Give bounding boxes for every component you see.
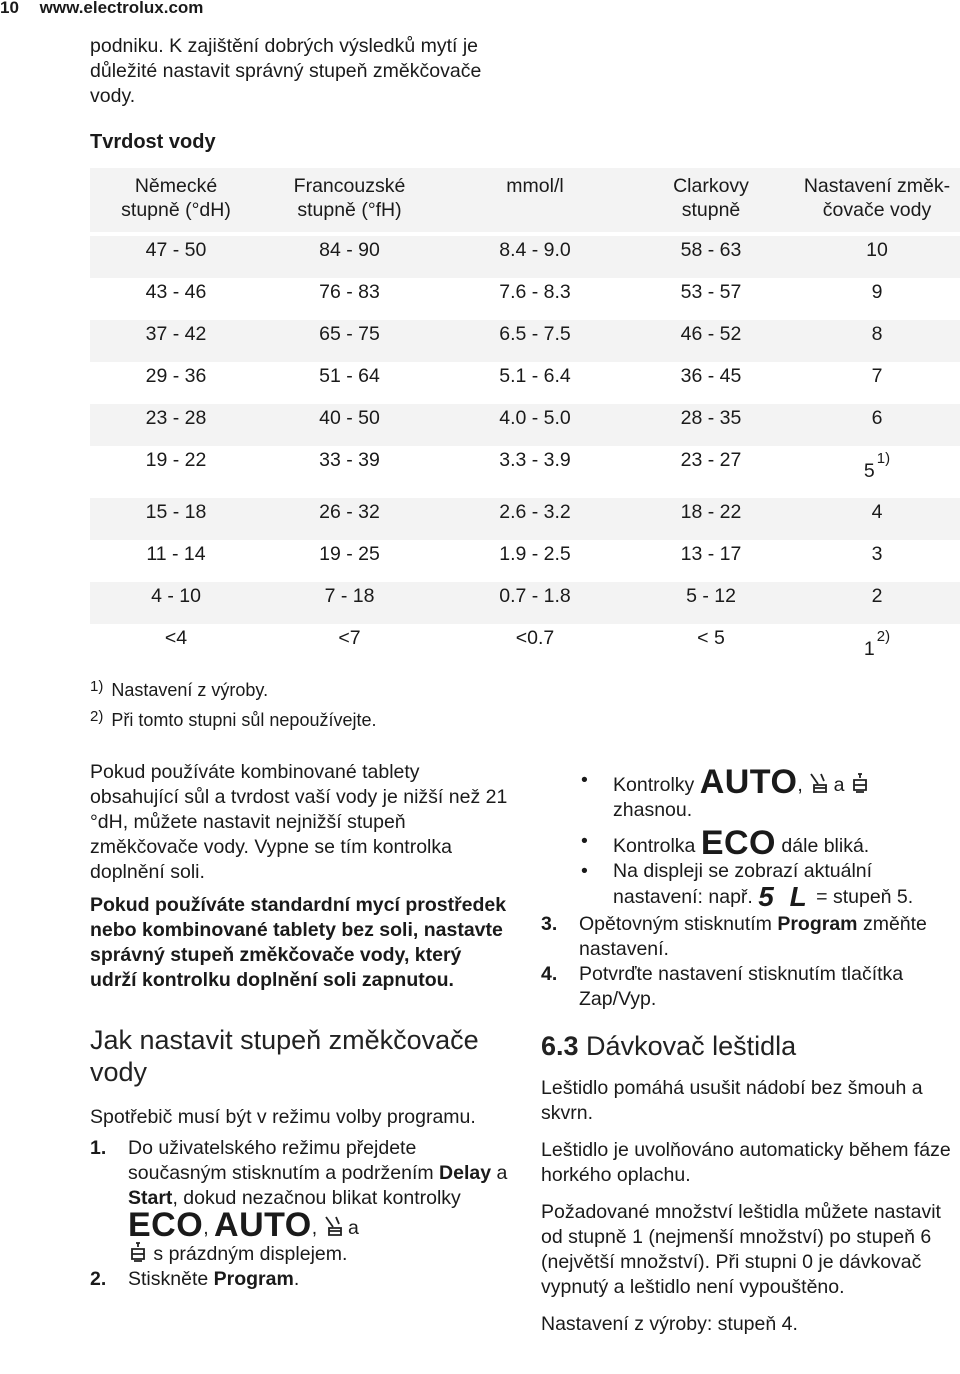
table-row <box>90 540 960 582</box>
table-cell: 84 - 90 <box>319 239 380 261</box>
eco-indicator-icon: ECO <box>700 824 776 862</box>
step-number: 4. <box>541 963 558 985</box>
step-text: a <box>491 1162 508 1184</box>
rinse-aid-paragraph-4: Nastavení z výroby: stupeň 4. <box>541 1313 798 1335</box>
step-2 <box>90 1267 510 1292</box>
step-1 <box>90 1136 510 1267</box>
table-cell: 4.0 - 5.0 <box>499 407 571 429</box>
intro-paragraph: podniku. K zajištění dobrých výsledků mytí je důležité nastavit správný stupeň změkčovače vody. <box>90 35 482 107</box>
step-text: , dokud nezačnou blikat kontrolky <box>172 1187 461 1209</box>
table-cell: 1.9 - 2.5 <box>499 543 571 565</box>
cell-value: 5 <box>863 460 875 482</box>
table-cell: 7 - 18 <box>324 585 375 607</box>
intro-text <box>90 34 510 109</box>
table-cell: 19 - 25 <box>319 543 380 565</box>
step-4 <box>541 962 960 1012</box>
rinse-aid-heading <box>541 1030 960 1062</box>
rinse-aid-paragraph-2: Leštidlo je uvolňováno automaticky během fáze horkého oplachu. <box>541 1139 951 1186</box>
step-number: 3. <box>541 913 558 935</box>
site-url: www.electrolux.com <box>39 0 204 17</box>
section-number: 6.3 <box>541 1031 579 1061</box>
footnote-text: Nastavení z výroby. <box>111 680 269 700</box>
table-cell: 3 <box>871 543 883 565</box>
table-cell: 3.3 - 3.9 <box>499 449 571 471</box>
table-cell: 7.6 - 8.3 <box>499 281 571 303</box>
table-cell: 4 - 10 <box>151 585 201 607</box>
table-cell: 2.6 - 3.2 <box>499 501 571 523</box>
combi-tablets-paragraph: Pokud používáte kombinované tablety obsahující sůl a tvrdost vaší vody je nižší než 21 °dH, můžete nastavit nejnižší stupeň změkčovače vody. Vypne se tím kontrolka doplnění soli. <box>90 761 508 883</box>
table-cell: <7 <box>338 627 361 649</box>
table-cell: 28 - 35 <box>680 407 742 429</box>
table-cell: 46 - 52 <box>680 323 742 345</box>
table-cell: 5 - 12 <box>686 585 736 607</box>
table-cell: 26 - 32 <box>319 501 380 523</box>
bullet-text: = stupeň 5. <box>810 886 914 908</box>
program-label: Program <box>777 913 858 935</box>
standard-detergent-paragraph: Pokud používáte standardní mycí prostředek nebo kombinované tablety bez soli, nastavte správný stupeň změkčovače vody, který udrží kontrolku doplnění soli zapnutou. <box>90 894 507 991</box>
start-label: Start <box>128 1187 173 1209</box>
bullet-3 <box>541 859 960 910</box>
table-cell <box>797 448 957 482</box>
table-row <box>90 446 960 498</box>
table-cell: 13 - 17 <box>680 543 742 565</box>
header-cell: Clarkovy stupně <box>673 175 749 221</box>
bullet-2 <box>541 824 960 862</box>
table-row <box>90 582 960 624</box>
step-text: Stiskněte <box>128 1268 214 1290</box>
table-row <box>90 236 960 278</box>
table-cell: 6.5 - 7.5 <box>499 323 571 345</box>
bullet-1 <box>541 763 960 823</box>
display-readout: 5 L <box>758 881 811 912</box>
step-text: Opětovným stisknutím <box>579 913 778 935</box>
bullet-text: zhasnou. <box>613 799 693 821</box>
footnote-ref: 1) <box>876 450 891 467</box>
table-cell: 18 - 22 <box>680 501 742 523</box>
page-header <box>0 0 203 18</box>
table-cell: 53 - 57 <box>680 281 742 303</box>
table-cell: 5.1 - 6.4 <box>499 365 571 387</box>
bullet-dot: • <box>581 860 588 882</box>
bullet-text: , <box>797 774 803 796</box>
steps-list <box>90 1136 510 1292</box>
table-row <box>90 404 960 446</box>
auto-indicator-icon: AUTO <box>214 1206 312 1244</box>
step-text: a <box>342 1217 359 1239</box>
table-cell: 40 - 50 <box>319 407 380 429</box>
table-cell: 36 - 45 <box>680 365 742 387</box>
table-cell: 7 <box>871 365 883 387</box>
footnote-text: Při tomto stupni sůl nepoužívejte. <box>111 710 377 730</box>
bullet-text: a <box>828 774 850 796</box>
step-text: s prázdným displejem. <box>148 1243 348 1265</box>
salt-indicator-icon <box>128 1241 148 1263</box>
table-cell: 23 - 27 <box>680 449 742 471</box>
bullet-text: dále bliká. <box>776 835 870 857</box>
mode-paragraph: Spotřebič musí být v režimu volby programu. <box>90 1106 476 1128</box>
program-label: Program <box>213 1268 294 1290</box>
step-text: . <box>293 1268 300 1290</box>
table-row <box>90 278 960 320</box>
salt-indicator-icon <box>850 772 870 794</box>
table-cell: 11 - 14 <box>146 543 206 565</box>
step-text: Do uživatelského režimu přejdete současným stisknutím a podržením <box>128 1137 440 1184</box>
right-column <box>541 763 960 1337</box>
table-cell <box>797 626 957 660</box>
indicator-bullets <box>541 763 960 912</box>
table-cell: 19 - 22 <box>145 449 207 471</box>
rinse-aid-paragraph-1: Leštidlo pomáhá usušit nádobí bez šmouh a skvrn. <box>541 1077 923 1124</box>
multitab-icon <box>808 772 828 794</box>
steps-list-2 <box>541 912 960 1012</box>
table-cell: 43 - 46 <box>145 281 207 303</box>
step-text: , <box>311 1217 323 1239</box>
table-cell: 8 <box>871 323 883 345</box>
cell-value: 1 <box>863 638 875 660</box>
page-number: 10 <box>0 0 19 17</box>
section-title: Dávkovač leštidla <box>578 1031 797 1061</box>
how-to-set-heading: Jak nastavit stupeň změkčovače vody <box>90 1025 479 1087</box>
table-row <box>90 498 960 540</box>
step-number: 1. <box>90 1137 107 1159</box>
table-cell: 10 <box>866 239 888 261</box>
footnote-mark: 2) <box>90 708 104 725</box>
table-cell: 37 - 42 <box>145 323 207 345</box>
table-row <box>90 362 960 404</box>
table-cell: 0.7 - 1.8 <box>499 585 571 607</box>
table-cell: <4 <box>164 627 188 649</box>
water-hardness-title: Tvrdost vody <box>90 131 216 153</box>
table-cell: 29 - 36 <box>145 365 207 387</box>
table-header <box>90 168 960 232</box>
table-cell: 4 <box>871 501 883 523</box>
table-cell: 6 <box>871 407 883 429</box>
bullet-text: Kontrolka <box>613 835 701 857</box>
table-cell: 23 - 28 <box>145 407 207 429</box>
footnote-mark: 1) <box>90 678 104 695</box>
multitab-icon <box>323 1215 343 1237</box>
step-3 <box>541 912 960 962</box>
left-column <box>90 760 510 1292</box>
table-cell: 51 - 64 <box>319 365 380 387</box>
footnote-2 <box>90 710 376 731</box>
rinse-aid-paragraph-3: Požadované množství leštidla můžete nastavit od stupně 1 (nejmenší množství) po stupeň 6 (největší množství). Při stupni 0 je dávkovač vypnutý a leštidlo není vypouštěno. <box>541 1201 941 1298</box>
delay-label: Delay <box>439 1162 492 1184</box>
header-cell: Německé stupně (°dH) <box>121 175 231 221</box>
table-cell: 47 - 50 <box>145 239 207 261</box>
table-cell: 33 - 39 <box>319 449 380 471</box>
header-cell: mmol/l <box>506 175 564 197</box>
step-text: Potvrďte nastavení stisknutím tlačítka Zap/Vyp. <box>579 963 904 1010</box>
header-cell: Francouzské stupně (°fH) <box>293 175 406 221</box>
eco-indicator-icon: ECO <box>128 1206 204 1244</box>
table-cell: 76 - 83 <box>319 281 380 303</box>
table-row <box>90 624 960 676</box>
bullet-dot: • <box>581 830 588 852</box>
table-cell: <0.7 <box>515 627 555 649</box>
table-row <box>90 320 960 362</box>
water-hardness-table <box>90 168 960 676</box>
step-text: změňte nastavení. <box>579 913 927 960</box>
table-cell: 9 <box>871 281 883 303</box>
step-number: 2. <box>90 1268 107 1290</box>
auto-indicator-icon: AUTO <box>699 763 798 801</box>
table-cell: 8.4 - 9.0 <box>499 239 571 261</box>
table-cell: 65 - 75 <box>319 323 380 345</box>
footnote-1 <box>90 680 268 701</box>
header-cell: Nastavení změk- čovače vody <box>803 175 951 221</box>
table-cell: 58 - 63 <box>680 239 742 261</box>
bullet-text: Kontrolky <box>613 774 700 796</box>
footnote-ref: 2) <box>876 628 891 645</box>
bullet-text: Na displeji se zobrazí aktuální nastavení: např. <box>613 860 873 908</box>
table-cell: 15 - 18 <box>145 501 207 523</box>
bullet-dot: • <box>581 769 588 791</box>
table-cell: < 5 <box>697 627 725 649</box>
step-text: , <box>203 1217 215 1239</box>
table-cell: 2 <box>871 585 883 607</box>
